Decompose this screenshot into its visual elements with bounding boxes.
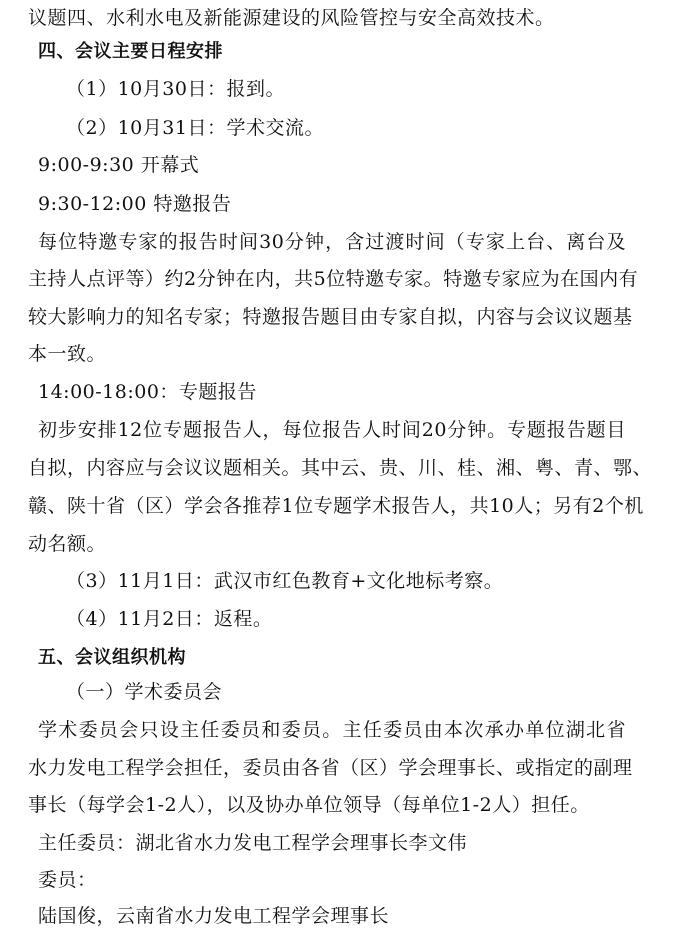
time-slot: 9:30-12:00 特邀报告 xyxy=(38,193,232,215)
paragraph-line: 动名额。 xyxy=(28,533,107,555)
member-line: 陆国俊，云南省水力发电工程学会理事长 xyxy=(38,905,390,927)
paragraph-line: 本一致。 xyxy=(28,343,107,365)
paragraph-line: 较大影响力的知名专家；特邀报告题目由专家自拟，内容与会议议题基 xyxy=(28,306,633,328)
schedule-item: （3）11月1日：武汉市红色教育+文化地标考察。 xyxy=(66,570,504,592)
time-slot: 14:00-18:00：专题报告 xyxy=(38,381,257,403)
paragraph-line: 主持人点评等）约2分钟在内，共5位特邀专家。特邀专家应为在国内有 xyxy=(28,268,639,290)
subsection-heading: （一）学术委员会 xyxy=(66,681,223,703)
paragraph-line: 议题四、水利水电及新能源建设的风险管控与安全高效技术。 xyxy=(28,7,555,29)
section-heading: 五、会议组织机构 xyxy=(38,647,186,668)
paragraph-line: 每位特邀专家的报告时间30分钟，含过渡时间（专家上台、离台及 xyxy=(38,231,626,253)
paragraph-line: 赣、陕十省（区）学会各推荐1位专题学术报告人，共10人；另有2个机 xyxy=(28,495,644,517)
paragraph-line: 水力发电工程学会担任，委员由各省（区）学会理事长、或指定的副理 xyxy=(28,757,633,779)
schedule-item: （2）10月31日：学术交流。 xyxy=(66,117,324,139)
members-label: 委员： xyxy=(38,869,97,891)
schedule-item: （1）10月30日：报到。 xyxy=(66,78,285,100)
chair-line: 主任委员：湖北省水力发电工程学会理事长李文伟 xyxy=(38,832,468,854)
paragraph-line: 初步安排12位专题报告人，每位报告人时间20分钟。专题报告题目 xyxy=(38,419,626,441)
paragraph-line: 自拟，内容应与会议议题相关。其中云、贵、川、桂、湘、粤、青、鄂、 xyxy=(28,457,653,479)
paragraph-line: 学术委员会只设主任委员和委员。主任委员由本次承办单位湖北省 xyxy=(38,719,626,741)
schedule-item: （4）11月2日：返程。 xyxy=(66,608,273,630)
section-heading: 四、会议主要日程安排 xyxy=(38,41,223,62)
time-slot: 9:00-9:30 开幕式 xyxy=(38,154,200,176)
paragraph-line: 事长（每学会1-2人），以及协办单位领导（每单位1-2人）担任。 xyxy=(28,794,590,816)
